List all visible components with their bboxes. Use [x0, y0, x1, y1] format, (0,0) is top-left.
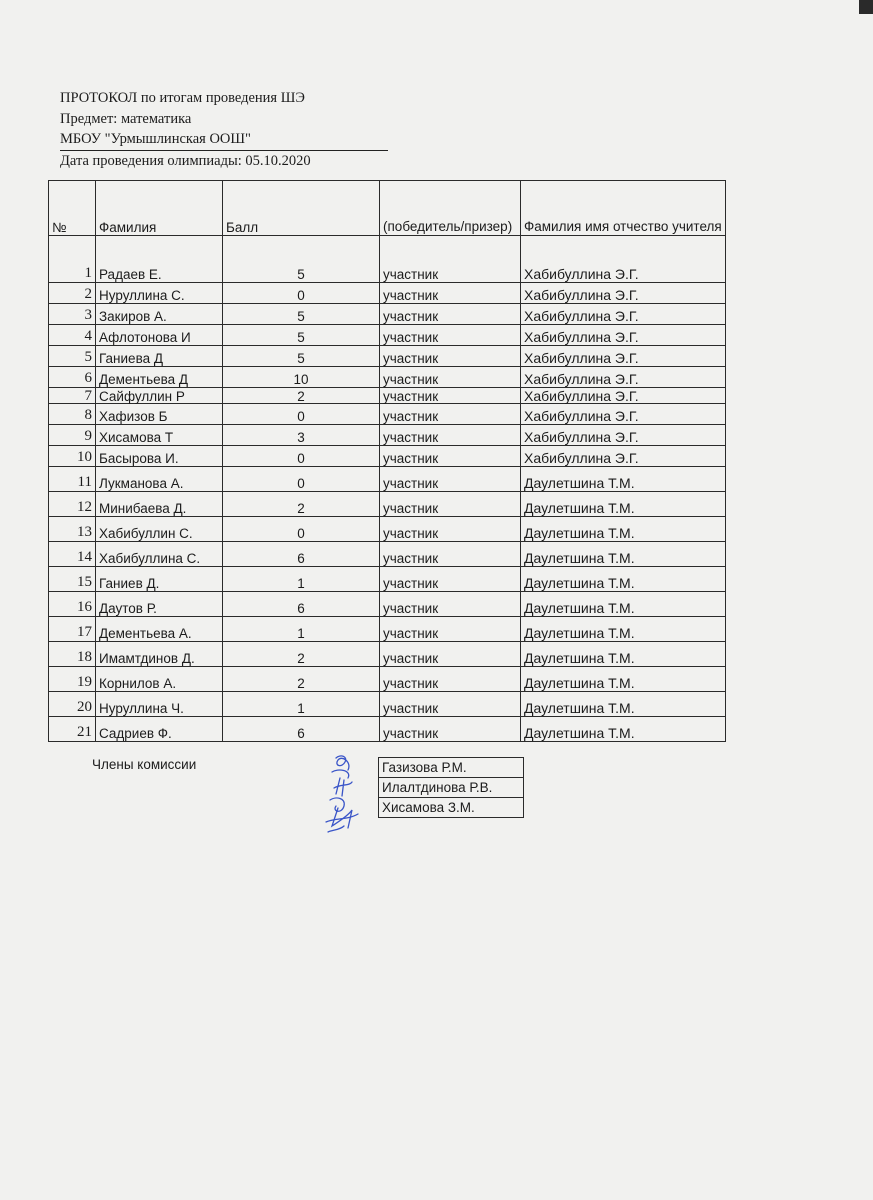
cell-status: участник: [380, 446, 521, 467]
cell-teacher: Хабибуллина Э.Г.: [521, 404, 726, 425]
cell-score: 2: [223, 492, 380, 517]
cell-status: участник: [380, 388, 521, 404]
cell-teacher: Даулетшина Т.М.: [521, 542, 726, 567]
table-row: [49, 446, 726, 467]
olympiad-date: Дата проведения олимпиады: 05.10.2020: [60, 152, 311, 169]
cell-status: участник: [380, 367, 521, 388]
table-row: [49, 367, 726, 388]
table-row: [49, 388, 726, 404]
table-row: [49, 542, 726, 567]
cell-score: 5: [223, 325, 380, 346]
cell-teacher: Даулетшина Т.М.: [521, 592, 726, 617]
cell-teacher: Хабибуллина Э.Г.: [521, 283, 726, 304]
cell-teacher: Даулетшина Т.М.: [521, 467, 726, 492]
cell-number: 20: [49, 692, 96, 717]
cell-status: участник: [380, 617, 521, 642]
table-row: [49, 467, 726, 492]
cell-score: 6: [223, 592, 380, 617]
cell-surname: Лукманова А.: [96, 467, 223, 492]
cell-number: 3: [49, 304, 96, 325]
table-row: [49, 567, 726, 592]
header-surname: Фамилия: [96, 181, 223, 236]
cell-surname: Радаев Е.: [96, 236, 223, 283]
cell-surname: Даутов Р.: [96, 592, 223, 617]
table-row: [49, 283, 726, 304]
cell-number: 5: [49, 346, 96, 367]
commission-member: Газизова Р.М.: [379, 758, 524, 778]
cell-surname: Нуруллина С.: [96, 283, 223, 304]
cell-surname: Нуруллина Ч.: [96, 692, 223, 717]
cell-status: участник: [380, 325, 521, 346]
cell-surname: Хабибуллина С.: [96, 542, 223, 567]
cell-status: участник: [380, 467, 521, 492]
cell-score: 1: [223, 692, 380, 717]
cell-status: участник: [380, 404, 521, 425]
cell-teacher: Даулетшина Т.М.: [521, 642, 726, 667]
cell-score: 5: [223, 304, 380, 325]
cell-number: 11: [49, 467, 96, 492]
cell-status: участник: [380, 236, 521, 283]
cell-surname: Корнилов А.: [96, 667, 223, 692]
cell-surname: Закиров А.: [96, 304, 223, 325]
cell-number: 18: [49, 642, 96, 667]
cell-status: участник: [380, 283, 521, 304]
commission-label: Члены комиссии: [92, 757, 197, 772]
cell-surname: Хафизов Б: [96, 404, 223, 425]
subject-line: Предмет: математика: [60, 110, 192, 127]
cell-number: 10: [49, 446, 96, 467]
cell-status: участник: [380, 542, 521, 567]
cell-number: 16: [49, 592, 96, 617]
cell-status: участник: [380, 304, 521, 325]
cell-teacher: Хабибуллина Э.Г.: [521, 304, 726, 325]
header-status: (победитель/призер): [380, 181, 521, 236]
cell-number: 17: [49, 617, 96, 642]
cell-number: 9: [49, 425, 96, 446]
cell-status: участник: [380, 667, 521, 692]
cell-score: 0: [223, 446, 380, 467]
table-row: [49, 425, 726, 446]
cell-score: 2: [223, 388, 380, 404]
cell-score: 6: [223, 542, 380, 567]
cell-teacher: Хабибуллина Э.Г.: [521, 325, 726, 346]
cell-surname: Сайфуллин Р: [96, 388, 223, 404]
cell-teacher: Даулетшина Т.М.: [521, 717, 726, 742]
cell-score: 0: [223, 283, 380, 304]
table-row: [49, 492, 726, 517]
cell-teacher: Хабибуллина Э.Г.: [521, 236, 726, 283]
cell-status: участник: [380, 425, 521, 446]
school-name: МБОУ "Урмышлинская ООШ": [60, 129, 388, 151]
cell-score: 5: [223, 236, 380, 283]
table-row: [49, 236, 726, 283]
table-row: [49, 692, 726, 717]
cell-score: 5: [223, 346, 380, 367]
cell-surname: Хисамова Т: [96, 425, 223, 446]
cell-surname: Басырова И.: [96, 446, 223, 467]
cell-number: 8: [49, 404, 96, 425]
cell-surname: Афлотонова И: [96, 325, 223, 346]
cell-score: 2: [223, 667, 380, 692]
cell-score: 1: [223, 617, 380, 642]
cell-status: участник: [380, 567, 521, 592]
cell-score: 6: [223, 717, 380, 742]
table-row: [49, 346, 726, 367]
cell-number: 19: [49, 667, 96, 692]
handwritten-signature: [318, 752, 368, 838]
cell-teacher: Даулетшина Т.М.: [521, 517, 726, 542]
table-row: [49, 667, 726, 692]
cell-surname: Ганиева Д: [96, 346, 223, 367]
cell-surname: Хабибуллин С.: [96, 517, 223, 542]
cell-number: 1: [49, 236, 96, 283]
table-row: [49, 642, 726, 667]
cell-teacher: Даулетшина Т.М.: [521, 492, 726, 517]
cell-number: 13: [49, 517, 96, 542]
cell-number: 12: [49, 492, 96, 517]
cell-teacher: Хабибуллина Э.Г.: [521, 367, 726, 388]
commission-table: [378, 757, 524, 818]
table-row: [49, 404, 726, 425]
table-row: [49, 617, 726, 642]
cell-surname: Дементьева А.: [96, 617, 223, 642]
cell-teacher: Хабибуллина Э.Г.: [521, 346, 726, 367]
table-row: [49, 717, 726, 742]
protocol-title: ПРОТОКОЛ по итогам проведения ШЭ: [60, 90, 305, 106]
table-row: [49, 592, 726, 617]
cell-number: 4: [49, 325, 96, 346]
cell-score: 0: [223, 517, 380, 542]
cell-number: 6: [49, 367, 96, 388]
cell-status: участник: [380, 592, 521, 617]
cell-score: 0: [223, 404, 380, 425]
cell-teacher: Хабибуллина Э.Г.: [521, 446, 726, 467]
cell-teacher: Хабибуллина Э.Г.: [521, 425, 726, 446]
cell-number: 15: [49, 567, 96, 592]
header-teacher: Фамилия имя отчество учителя: [521, 181, 726, 236]
cell-teacher: Даулетшина Т.М.: [521, 567, 726, 592]
cell-score: 0: [223, 467, 380, 492]
header-score: Балл: [223, 181, 380, 236]
cell-score: 3: [223, 425, 380, 446]
cell-status: участник: [380, 692, 521, 717]
table-row: [49, 517, 726, 542]
cell-score: 1: [223, 567, 380, 592]
cell-surname: Дементьева Д: [96, 367, 223, 388]
cell-teacher: Даулетшина Т.М.: [521, 667, 726, 692]
cell-number: 21: [49, 717, 96, 742]
commission-member: Илалтдинова Р.В.: [379, 778, 524, 798]
cell-teacher: Хабибуллина Э.Г.: [521, 388, 726, 404]
cell-status: участник: [380, 717, 521, 742]
cell-score: 2: [223, 642, 380, 667]
cell-teacher: Даулетшина Т.М.: [521, 692, 726, 717]
results-table: [48, 180, 726, 742]
cell-surname: Имамтдинов Д.: [96, 642, 223, 667]
commission-member: Хисамова З.М.: [379, 798, 524, 818]
cell-number: 2: [49, 283, 96, 304]
cell-number: 14: [49, 542, 96, 567]
cell-status: участник: [380, 346, 521, 367]
cell-score: 10: [223, 367, 380, 388]
document-header: [60, 88, 388, 171]
header-number: №: [49, 181, 96, 236]
table-header-row: [49, 181, 726, 236]
cell-surname: Минибаева Д.: [96, 492, 223, 517]
cell-status: участник: [380, 492, 521, 517]
cell-number: 7: [49, 388, 96, 404]
cell-status: участник: [380, 517, 521, 542]
table-row: [49, 325, 726, 346]
scan-corner-mark: [859, 0, 873, 14]
cell-surname: Садриев Ф.: [96, 717, 223, 742]
cell-teacher: Даулетшина Т.М.: [521, 617, 726, 642]
cell-status: участник: [380, 642, 521, 667]
cell-surname: Ганиев Д.: [96, 567, 223, 592]
table-row: [49, 304, 726, 325]
